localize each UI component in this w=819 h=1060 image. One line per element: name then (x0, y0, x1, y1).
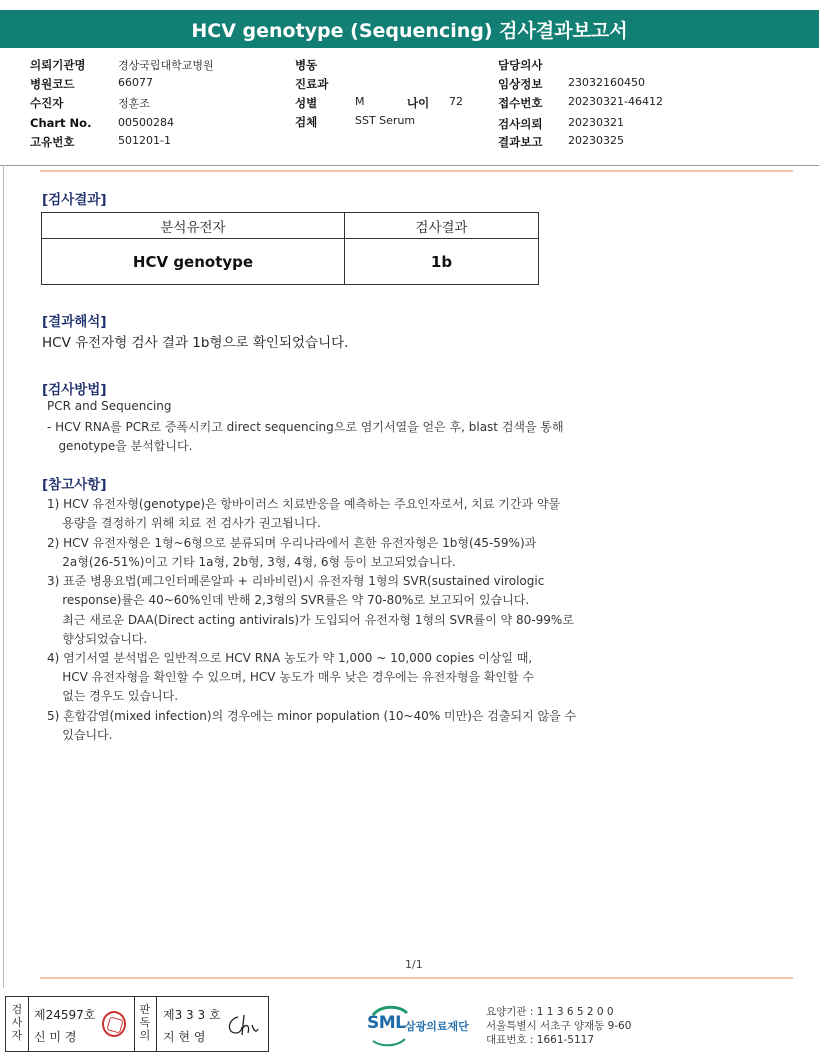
reference-line: 4) 염기서열 분석법은 일반적으로 HCV RNA 농도가 약 1,000 ~ 10,000 copies 이상일 때, (47, 651, 533, 665)
reference-line: HCV 유전자형을 확인할 수 있으며, HCV 농도가 매우 낮은 경우에는 유전자형을 확인할 수 (47, 670, 535, 684)
ward-label: 병동 (295, 58, 318, 72)
org-name: 삼광의료재단 (405, 1020, 469, 1033)
clinical-label: 임상정보 (498, 77, 543, 91)
patient-label: 수진자 (30, 96, 64, 110)
interpretation-heading: [결과해석] (42, 314, 107, 330)
unique-value: 501201-1 (118, 134, 171, 147)
report-date-label: 결과보고 (498, 135, 543, 149)
chart-label: Chart No. (30, 116, 92, 130)
method-line: genotype을 분석합니다. (47, 439, 193, 453)
specimen-value: SST Serum (355, 114, 416, 127)
reviewer-label: 판 독 의 (139, 1003, 151, 1042)
org-address: 서울특별시 서초구 양재동 9-60 (486, 1020, 632, 1032)
receipt-label: 접수번호 (498, 96, 543, 110)
receipt-value: 20230321-46412 (568, 95, 663, 108)
doctor-label: 담당의사 (498, 58, 543, 72)
report-title: HCV genotype (Sequencing) 검사결과보고서 (0, 10, 819, 48)
chart-value: 00500284 (118, 116, 174, 129)
age-value: 72 (449, 95, 463, 108)
hospital-label: 의뢰기관명 (30, 58, 86, 72)
seal-stamp-icon (102, 1011, 126, 1037)
bottom-divider (40, 977, 793, 979)
reference-line: 향상되었습니다. (47, 632, 148, 646)
gene-column-header: 분석유전자 (42, 213, 345, 239)
hospital-value: 경상국립대학교병원 (118, 59, 214, 72)
box-divider (28, 997, 29, 1051)
reviewer-number: 제3 3 3 호 (163, 1008, 221, 1022)
org-code: 요양기관 : 1 1 3 6 5 2 0 0 (486, 1006, 614, 1018)
sex-value: M (355, 95, 365, 108)
dept-label: 진료과 (295, 77, 329, 91)
reference-line: 1) HCV 유전자형(genotype)은 항바이러스 치료반응을 예측하는 주요인자로서, 치료 기간과 약물 (47, 497, 561, 511)
result-cell: 1b (345, 239, 539, 285)
reference-line: 용량을 결정하기 위해 치료 전 검사가 권고됩니다. (47, 516, 321, 530)
reference-line: 5) 혼합감염(mixed infection)의 경우에는 minor population (10~40% 미만)은 검출되지 않을 수 (47, 709, 577, 723)
request-value: 20230321 (568, 116, 624, 129)
age-label: 나이 (407, 96, 430, 110)
box-divider (156, 997, 157, 1051)
reference-line: 2a형(26-51%)이고 기타 1a형, 2b형, 3형, 4형, 6형 등이 보고되었습니다. (47, 555, 456, 569)
result-table (41, 212, 539, 285)
reference-line: 없는 경우도 있습니다. (47, 689, 179, 703)
hospital-code-value: 66077 (118, 76, 153, 89)
page-number: 1/1 (405, 958, 423, 971)
specimen-label: 검체 (295, 115, 318, 129)
sex-label: 성별 (295, 96, 318, 110)
method-line: PCR and Sequencing (47, 399, 172, 413)
org-phone: 대표번호 : 1661-5117 (486, 1034, 595, 1046)
reference-line: 있습니다. (47, 728, 113, 742)
reviewer-name: 지 현 영 (163, 1030, 206, 1044)
inspector-label: 검 사 자 (11, 1003, 23, 1042)
sml-logo-text: SML (367, 1013, 406, 1033)
signature-box (5, 996, 269, 1052)
request-label: 검사의뢰 (498, 117, 543, 131)
clinical-value: 23032160450 (568, 76, 645, 89)
inspector-number: 제24597호 (34, 1008, 96, 1022)
left-margin-rule (3, 165, 4, 988)
reference-line: 2) HCV 유전자형은 1형~6형으로 분류되며 우리나라에서 흔한 유전자형은 1b형(45-59%)과 (47, 536, 537, 550)
hospital-code-label: 병원코드 (30, 77, 75, 91)
gene-cell: HCV genotype (42, 239, 345, 285)
reference-line: 3) 표준 병용요법(페그인터페론알파 + 리바비린)시 유전자형 1형의 SVR(sustained virologic (47, 574, 545, 588)
method-heading: [검사방법] (42, 382, 107, 398)
unique-label: 고유번호 (30, 135, 75, 149)
report-date-value: 20230325 (568, 134, 624, 147)
patient-value: 정훈조 (118, 97, 150, 110)
box-divider (134, 997, 135, 1051)
reference-line: 최근 새로운 DAA(Direct acting antivirals)가 도입되어 유전자형 1형의 SVR률이 약 80-99%로 (47, 613, 574, 627)
reference-heading: [참고사항] (42, 477, 107, 493)
result-heading: [검사결과] (42, 192, 107, 208)
result-column-header: 검사결과 (345, 213, 539, 239)
interpretation-text: HCV 유전자형 검사 결과 1b형으로 확인되었습니다. (42, 335, 349, 351)
info-separator (0, 165, 819, 166)
top-divider (40, 170, 793, 172)
method-line: - HCV RNA를 PCR로 증폭시키고 direct sequencing으로 염기서열을 얻은 후, blast 검색을 통해 (47, 420, 564, 434)
signature-icon (224, 1011, 264, 1039)
reference-line: response)률은 40~60%인데 반해 2,3형의 SVR률은 약 70-80%로 보고되어 있습니다. (47, 593, 530, 607)
inspector-name: 신 미 경 (34, 1030, 77, 1044)
patient-info (0, 55, 819, 165)
